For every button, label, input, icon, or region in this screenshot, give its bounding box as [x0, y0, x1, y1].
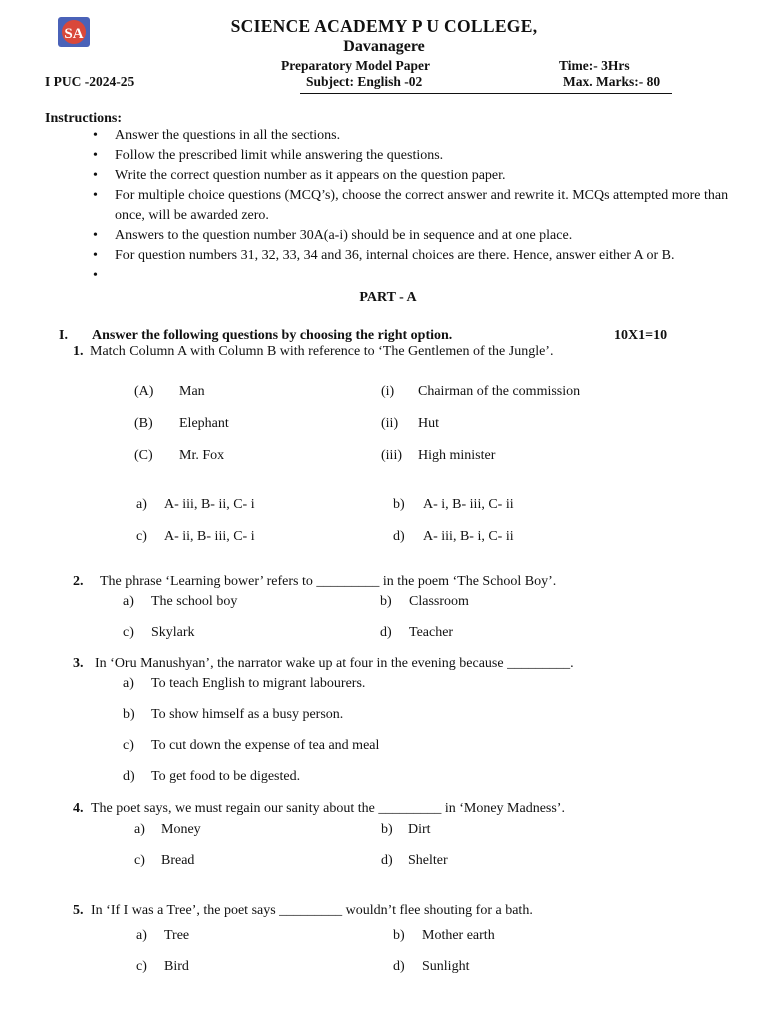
question-text: Match Column A with Column B with reference to ‘The Gentlemen of the Jungle’. [90, 344, 554, 359]
instructions-list [93, 126, 743, 283]
option-label: c) [136, 959, 147, 974]
bullet-icon: • [93, 188, 98, 203]
match-a-label: (C) [134, 448, 153, 463]
option-label: c) [134, 853, 145, 868]
subject: Subject: English -02 [306, 74, 423, 89]
option-label: a) [123, 676, 134, 691]
option-label: d) [123, 769, 135, 784]
option-label: a) [134, 822, 145, 837]
question-number: 4. [73, 801, 84, 816]
option-text: Money [161, 822, 201, 837]
bullet-icon: • [93, 268, 98, 283]
option-text: A- iii, B- ii, C- i [164, 497, 255, 512]
match-a-text: Elephant [179, 416, 229, 431]
bullet-icon: • [93, 128, 98, 143]
bullet-icon: • [93, 228, 98, 243]
question-text: The phrase ‘Learning bower’ refers to _________ in the poem ‘The School Boy’. [100, 574, 557, 589]
option-label: a) [136, 497, 147, 512]
match-b-text: High minister [418, 448, 496, 463]
section-marks: 10X1=10 [614, 328, 668, 343]
match-b-label: (iii) [381, 448, 402, 463]
question-number: 1. [73, 344, 84, 359]
option-label: d) [393, 529, 405, 544]
match-a-label: (B) [134, 416, 153, 431]
option-text: The school boy [151, 594, 238, 609]
option-label: c) [136, 529, 147, 544]
option-text: A- ii, B- iii, C- i [164, 529, 255, 544]
option-label: a) [123, 594, 134, 609]
option-label: b) [123, 707, 135, 722]
instruction-item: • Answer the questions in all the sections. [93, 126, 743, 146]
option-label: d) [393, 959, 405, 974]
option-text: Sunlight [422, 959, 470, 974]
match-b-label: (i) [381, 384, 395, 399]
match-b-text: Hut [418, 416, 439, 431]
header-divider [300, 93, 672, 94]
option-text: Bread [161, 853, 195, 868]
option-label: b) [393, 928, 405, 943]
bullet-icon: • [93, 248, 98, 263]
instruction-item: • For question numbers 31, 32, 33, 34 and 36, internal choices are there. Hence, answer either A or B. [93, 246, 743, 266]
option-label: b) [393, 497, 405, 512]
match-b-label: (ii) [381, 416, 399, 431]
option-text: To teach English to migrant labourers. [151, 676, 366, 691]
exam-time: Time:- 3Hrs [559, 58, 630, 73]
option-label: b) [380, 594, 392, 609]
question-text: In ‘If I was a Tree’, the poet says _________ wouldn’t flee shouting for a bath. [91, 903, 533, 918]
option-text: Tree [164, 928, 190, 943]
option-text: To show himself as a busy person. [151, 707, 344, 722]
college-name: SCIENCE ACADEMY P U COLLEGE, [230, 16, 538, 36]
question-number: 3. [73, 656, 84, 671]
option-text: A- iii, B- i, C- ii [423, 529, 514, 544]
match-b-text: Chairman of the commission [418, 384, 581, 399]
option-text: A- i, B- iii, C- ii [423, 497, 514, 512]
class-year: I PUC -2024-25 [45, 74, 135, 89]
option-text: Classroom [409, 594, 469, 609]
part-title: PART - A [359, 290, 417, 305]
option-text: Teacher [409, 625, 454, 640]
option-label: d) [380, 625, 392, 640]
instruction-item: • Follow the prescribed limit while answering the questions. [93, 146, 743, 166]
max-marks: Max. Marks:- 80 [563, 74, 661, 89]
option-text: To get food to be digested. [151, 769, 301, 784]
option-label: a) [136, 928, 147, 943]
bullet-icon: • [93, 168, 98, 183]
match-a-label: (A) [134, 384, 154, 399]
instruction-item: • For multiple choice questions (MCQ’s), choose the correct answer and rewrite it. MCQs attempted more than once, will be awarded zero. [93, 188, 729, 223]
option-text: Skylark [151, 625, 195, 640]
section-title: Answer the following questions by choosing the right option. [92, 328, 453, 343]
option-text: To cut down the expense of tea and meal [151, 738, 380, 753]
option-text: Mother earth [422, 928, 495, 943]
option-label: c) [123, 738, 134, 753]
option-label: c) [123, 625, 134, 640]
option-text: Shelter [408, 853, 448, 868]
option-label: b) [381, 822, 393, 837]
instructions-title: Instructions: [45, 111, 123, 126]
question-text: The poet says, we must regain our sanity about the _________ in ‘Money Madness’. [91, 801, 565, 816]
question-number: 2. [73, 574, 84, 589]
bullet-icon: • [93, 148, 98, 163]
question-text: In ‘Oru Manushyan’, the narrator wake up at four in the evening because _________. [95, 656, 574, 671]
option-text: Dirt [408, 822, 431, 837]
option-label: d) [381, 853, 393, 868]
match-a-text: Mr. Fox [179, 448, 225, 463]
logo-text: SA [64, 26, 84, 42]
option-text: Bird [164, 959, 189, 974]
instruction-item: • Write the correct question number as it appears on the question paper. [93, 166, 743, 186]
paper-title: Preparatory Model Paper [281, 58, 430, 73]
college-city: Davanagere [343, 38, 425, 55]
question-number: 5. [73, 903, 84, 918]
match-a-text: Man [179, 384, 205, 399]
instruction-item: • Answers to the question number 30A(a-i) should be in sequence and at one place. [93, 226, 743, 246]
section-number: I. [59, 328, 68, 343]
